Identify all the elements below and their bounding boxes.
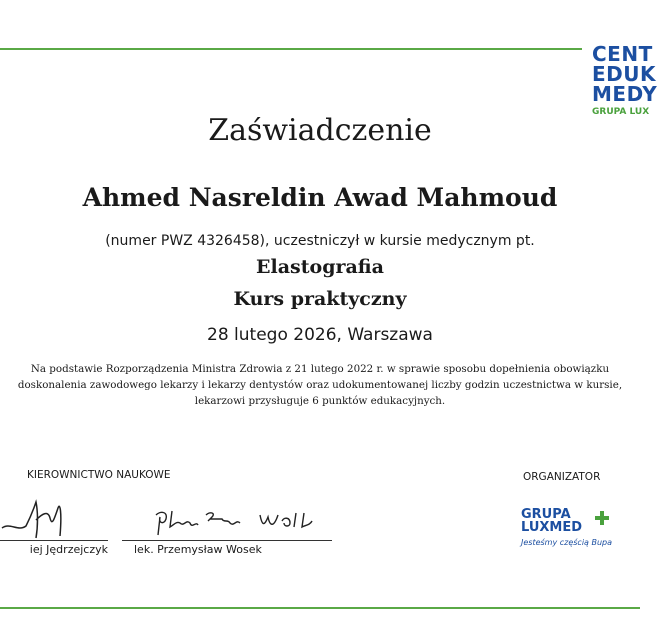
cem-logo-line-1: CENT — [592, 42, 653, 66]
date-place: 28 lutego 2026, Warszawa — [207, 325, 433, 345]
recipient-name: Ahmed Nasreldin Awad Mahmoud — [82, 183, 558, 212]
medical-cross-icon — [595, 511, 609, 525]
bottom-border-line — [0, 607, 640, 609]
luxmed-logo-line-1: GRUPA — [521, 507, 571, 522]
signature-1 — [0, 498, 80, 542]
scientific-direction-label: KIEROWNICTWO NAUKOWE — [27, 469, 171, 481]
participation-line: (numer PWZ 4326458), uczestniczył w kursie medycznym pt. — [105, 233, 535, 249]
certificate-title: Zaświadczenie — [208, 113, 432, 148]
cem-logo-line-3: MEDY — [592, 82, 657, 106]
cem-logo-line-2: EDUK — [592, 62, 657, 86]
legal-basis-line-1: Na podstawie Rozporządzenia Ministra Zdrowia z 21 lutego 2022 r. w sprawie sposobu dopełnienia obowiązku — [30, 363, 610, 375]
luxmed-logo-line-2: LUXMED — [521, 520, 583, 535]
luxmed-tagline: Jesteśmy częścią Bupa — [521, 538, 613, 547]
cem-logo-group: GRUPA LUX — [592, 107, 650, 117]
signatory-1-name: iej Jędrzejczyk — [29, 543, 108, 556]
signatory-2-name: lek. Przemysław Wosek — [134, 543, 262, 556]
legal-basis-line-3: lekarzowi przysługuje 6 punktów edukacyjnych. — [194, 394, 446, 407]
signature-line-1 — [0, 540, 108, 541]
organizer-label: ORGANIZATOR — [523, 471, 601, 483]
top-border-line — [0, 48, 582, 50]
signature-2 — [150, 505, 330, 539]
legal-basis-line-2: doskonalenia zawodowego lekarzy i lekarzy dentystów oraz udokumentowanej liczby godzin uczestnictwa w kursie, — [17, 378, 623, 391]
course-name: Elastografia — [256, 256, 384, 278]
legal-basis-text — [0, 362, 640, 409]
cem-logo — [592, 42, 657, 117]
signature-line-2 — [122, 540, 332, 541]
course-subtitle: Kurs praktyczny — [233, 288, 407, 310]
